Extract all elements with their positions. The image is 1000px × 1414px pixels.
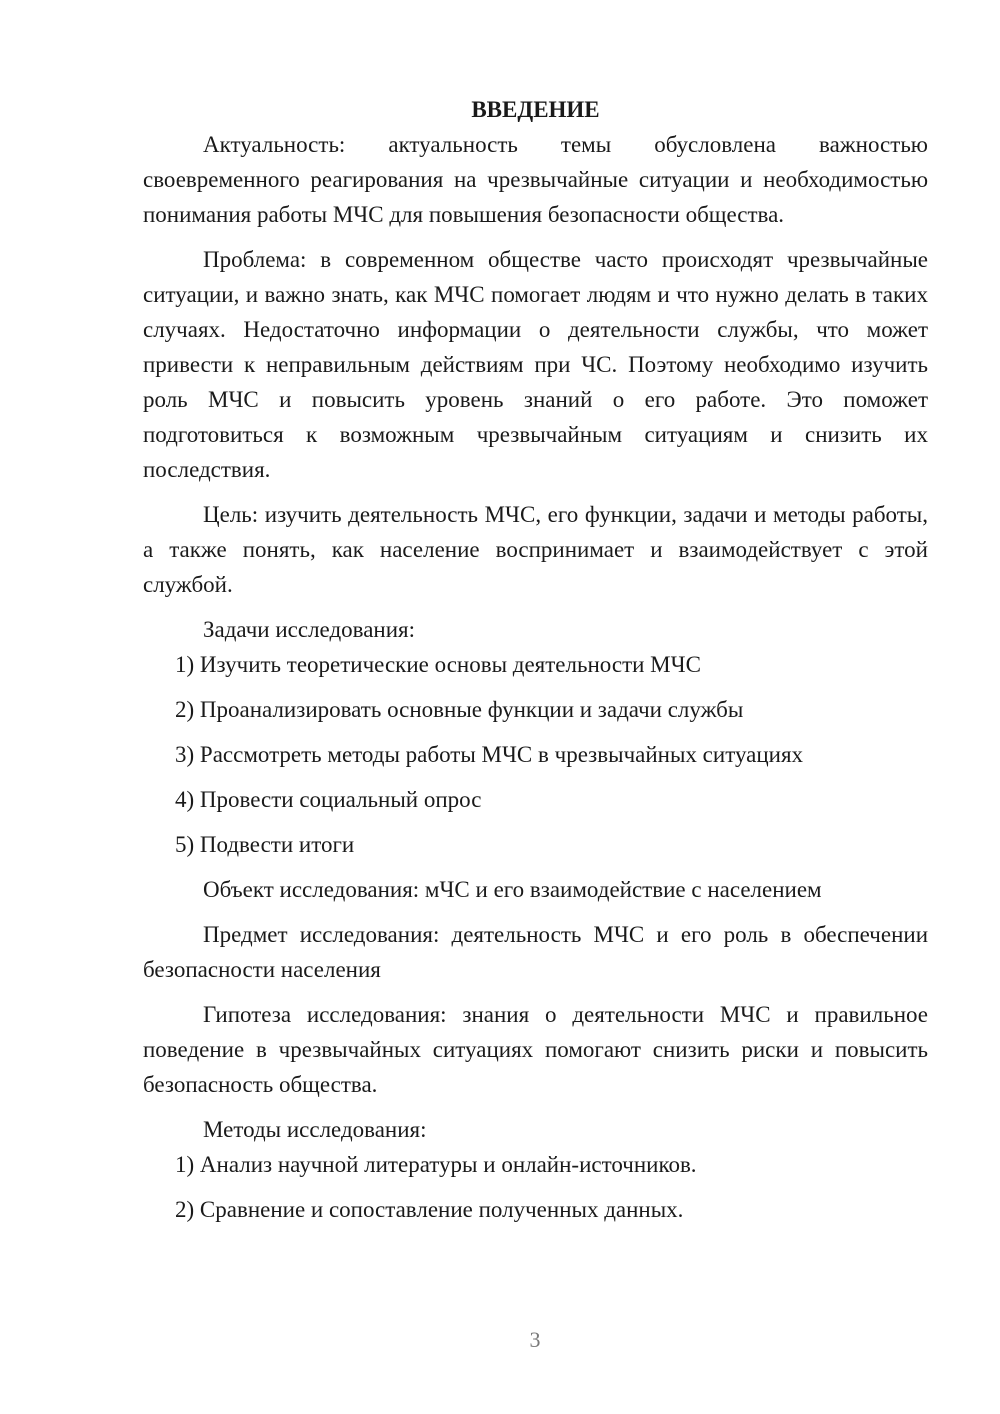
goal-paragraph: Цель: изучить деятельность МЧС, его функции, задачи и методы работы, а также понять, как население воспринимает и взаимодействует с этой службой. (143, 502, 928, 597)
methods-heading: Методы исследования: (203, 1117, 427, 1142)
list-item: 2) Проанализировать основные функции и задачи службы (175, 697, 744, 722)
list-item: 3) Рассмотреть методы работы МЧС в чрезвычайных ситуациях (175, 742, 804, 767)
relevance-paragraph: Актуальность: актуальность темы обусловлена важностью своевременного реагирования на чрезвычайные ситуации и необходимостью понимания работы МЧС для повышения безопасности общества. (143, 132, 928, 227)
list-item: 4) Провести социальный опрос (175, 787, 482, 812)
list-item: 1) Изучить теоретические основы деятельности МЧС (175, 652, 701, 677)
object-paragraph: Объект исследования: мЧС и его взаимодействие с населением (203, 877, 822, 902)
tasks-heading: Задачи исследования: (203, 617, 416, 642)
hypothesis-paragraph: Гипотеза исследования: знания о деятельности МЧС и правильное поведение в чрезвычайных ситуациях помогают снизить риски и повысить безопасность общества. (143, 1002, 928, 1097)
page-content (143, 92, 928, 1227)
list-item: 5) Подвести итоги (175, 832, 355, 857)
page-number: 3 (529, 1327, 541, 1352)
methods-list (143, 1147, 928, 1227)
problem-paragraph: Проблема: в современном обществе часто происходят чрезвычайные ситуации, и важно знать, как МЧС помогает людям и что нужно делать в таких случаях. Недостаточно информации о деятельности службы, что может привести к неправильным действиям при ЧС. Поэтому необходимо изучить роль МЧС и повысить уровень знаний о его работе. Это поможет подготовиться к возможным чрезвычайным ситуациям и снизить их последствия. (143, 247, 928, 482)
subject-paragraph: Предмет исследования: деятельность МЧС и его роль в обеспечении безопасности населения (143, 922, 928, 982)
tasks-list (143, 647, 928, 862)
page-title: ВВЕДЕНИЕ (471, 97, 600, 122)
list-item: 2) Сравнение и сопоставление полученных данных. (175, 1197, 684, 1222)
list-item: 1) Анализ научной литературы и онлайн-источников. (175, 1152, 697, 1177)
